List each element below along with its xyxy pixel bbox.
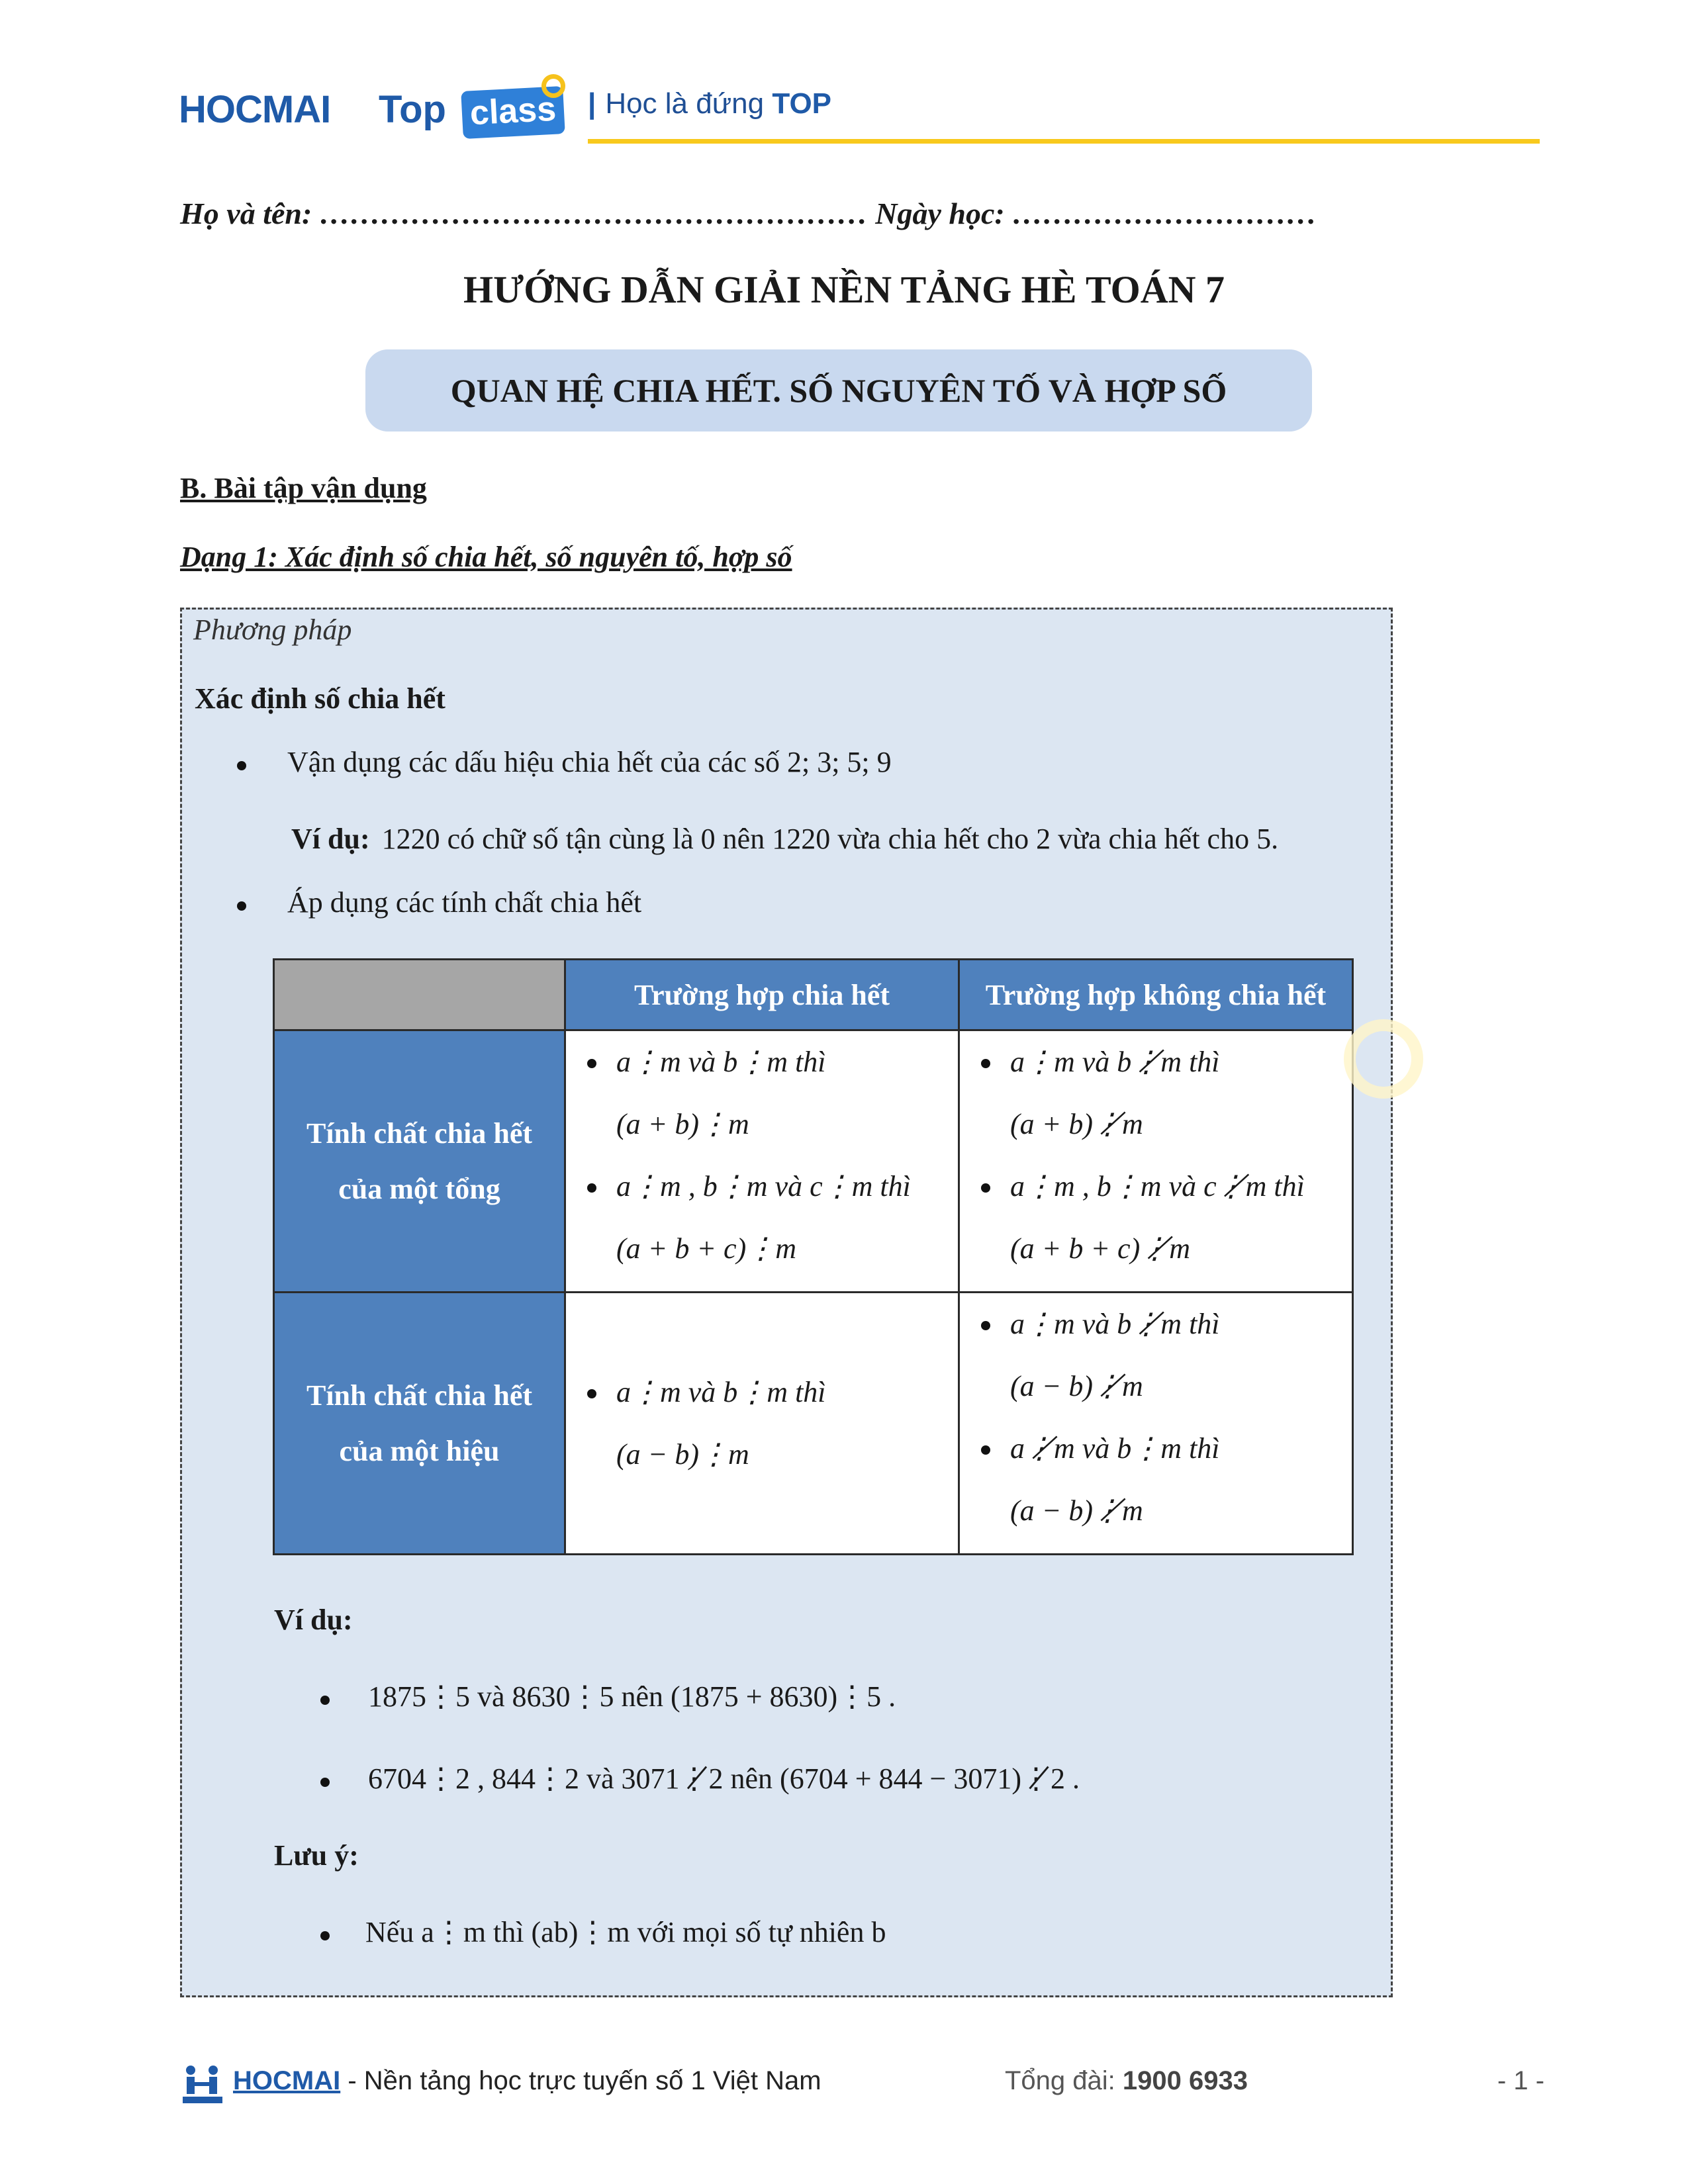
bullet-icon — [320, 1778, 330, 1787]
exercise-type-heading: Dạng 1: Xác định số chia hết, số nguyên tố, hợp số — [180, 541, 792, 573]
document-title: HƯỚNG DẪN GIẢI NỀN TẢNG HÈ TOÁN 7 — [463, 268, 1225, 311]
rule-text: (a − b)⋮̸m — [1010, 1494, 1143, 1527]
footer-slogan — [233, 2066, 821, 2096]
tagline-prefix: Học là đứng — [605, 87, 765, 120]
bullet-icon — [981, 1445, 990, 1455]
document-subtitle: QUAN HỆ CHIA HẾT. SỐ NGUYÊN TỐ VÀ HỢP SỐ — [450, 372, 1227, 409]
rule-text: a⋮m và b⋮m thì — [616, 1375, 826, 1408]
rule-text: (a + b + c)⋮̸m — [1010, 1232, 1190, 1265]
rule-item — [566, 1218, 958, 1280]
table-cell-diff-not-divisible — [959, 1293, 1353, 1555]
note-label: Lưu ý: — [274, 1839, 359, 1872]
table-cell-sum-not-divisible — [959, 1030, 1353, 1293]
rule-text: a⋮m và b⋮̸m thì — [1010, 1046, 1220, 1078]
table-row-head-difference — [274, 1293, 565, 1555]
student-info-line: Họ và tên: ……………………………………………… Ngày học: ………………………… — [180, 197, 1317, 230]
logo-hocmai-text: HOCMAI — [179, 88, 331, 131]
hotline-label: Tổng đài: — [1005, 2066, 1123, 2095]
table-row-head-sum — [274, 1030, 565, 1293]
rule-item — [566, 1031, 958, 1093]
rule-text: a⋮m , b⋮m và c⋮m thì — [616, 1170, 911, 1203]
example-1-label: Ví dụ: — [291, 823, 370, 855]
rule-item — [960, 1218, 1352, 1280]
rule-item — [566, 1424, 958, 1486]
rule-text: (a + b)⋮̸m — [1010, 1108, 1143, 1140]
rule-item — [566, 1156, 958, 1218]
table-header-divisible: Trường hợp chia hết — [565, 960, 959, 1030]
bullet-icon — [237, 761, 246, 770]
bullet-icon — [981, 1183, 990, 1193]
row-head-sum-line1: Tính chất chia hết — [306, 1116, 533, 1150]
footer-slogan-text: - Nền tảng học trực tuyến số 1 Việt Nam — [340, 2066, 821, 2095]
example-item-2: 6704⋮2 , 844⋮2 và 3071⋮̸2 nên (6704 + 844 − 3071)⋮̸2 . — [368, 1762, 1080, 1795]
table-corner-cell — [274, 960, 565, 1030]
rule-text: a⋮m và b⋮̸m thì — [1010, 1308, 1220, 1340]
rule-text: a⋮m , b⋮m và c⋮̸m thì — [1010, 1170, 1305, 1203]
table-cell-diff-divisible — [565, 1293, 959, 1555]
row-head-diff-line2: của một hiệu — [339, 1434, 500, 1467]
table-cell-sum-divisible — [565, 1030, 959, 1293]
bullet-icon — [587, 1183, 596, 1193]
row-head-sum-line2: của một tổng — [338, 1172, 500, 1205]
rule-item — [960, 1355, 1352, 1418]
rule-text: a⋮m và b⋮m thì — [616, 1046, 826, 1078]
note-item-1: Nếu a⋮m thì (ab)⋮m với mọi số tự nhiên b — [365, 1916, 886, 1948]
tagline-divider: | — [588, 87, 596, 120]
footer-hotline — [1005, 2066, 1248, 2096]
bullet-icon — [981, 1059, 990, 1068]
method-heading: Xác định số chia hết — [195, 682, 445, 715]
header-tagline — [588, 87, 831, 120]
rule-item — [960, 1480, 1352, 1542]
rule-item — [566, 1093, 958, 1156]
hocmai-people-icon — [180, 2064, 225, 2106]
rule-text: (a − b)⋮m — [616, 1437, 749, 1471]
bullet-icon — [587, 1059, 596, 1068]
rule-item — [960, 1156, 1352, 1218]
examples-label: Ví dụ: — [274, 1604, 353, 1636]
method-label: Phương pháp — [193, 614, 352, 646]
bullet-icon — [237, 901, 246, 911]
divisibility-rules-table — [273, 958, 1352, 1551]
section-heading: B. Bài tập vận dụng — [180, 472, 427, 504]
rule-item — [960, 1031, 1352, 1093]
watermark-icon — [1344, 1019, 1423, 1099]
bullet-icon — [320, 1931, 330, 1940]
rule-text: (a + b + c)⋮m — [616, 1232, 796, 1265]
rule-text: a⋮̸m và b⋮m thì — [1010, 1432, 1220, 1465]
footer-brand-link[interactable]: HOCMAI — [233, 2066, 341, 2095]
hocmai-topclass-logo — [179, 74, 557, 140]
rule-item — [960, 1093, 1352, 1156]
logo-star-icon — [541, 74, 565, 98]
bullet-icon — [587, 1389, 596, 1398]
page-number: - 1 - — [1497, 2066, 1545, 2095]
example-item-1: 1875⋮5 và 8630⋮5 nên (1875 + 8630)⋮5 . — [368, 1680, 896, 1713]
logo-class-badge: class — [461, 86, 565, 139]
tagline-strong: TOP — [772, 87, 832, 120]
method-bullet-2: Áp dụng các tính chất chia hết — [287, 886, 642, 919]
table-header-not-divisible: Trường hợp không chia hết — [959, 960, 1353, 1030]
rule-item — [960, 1418, 1352, 1480]
method-example-1 — [291, 822, 1278, 856]
bullet-icon — [981, 1321, 990, 1330]
method-bullet-1: Vận dụng các dấu hiệu chia hết của các số 2; 3; 5; 9 — [287, 746, 892, 778]
rule-text: (a − b)⋮̸m — [1010, 1370, 1143, 1402]
example-1-text: 1220 có chữ số tận cùng là 0 nên 1220 vừa chia hết cho 2 vừa chia hết cho 5. — [381, 823, 1279, 855]
hotline-number: 1900 6933 — [1122, 2066, 1248, 2095]
header-accent-line — [588, 139, 1540, 144]
logo-top-text: Top — [379, 88, 446, 131]
row-head-diff-line1: Tính chất chia hết — [306, 1379, 533, 1412]
bullet-icon — [320, 1696, 330, 1705]
rule-item — [960, 1293, 1352, 1355]
rule-item — [566, 1361, 958, 1424]
rule-text: (a + b)⋮m — [616, 1108, 749, 1140]
